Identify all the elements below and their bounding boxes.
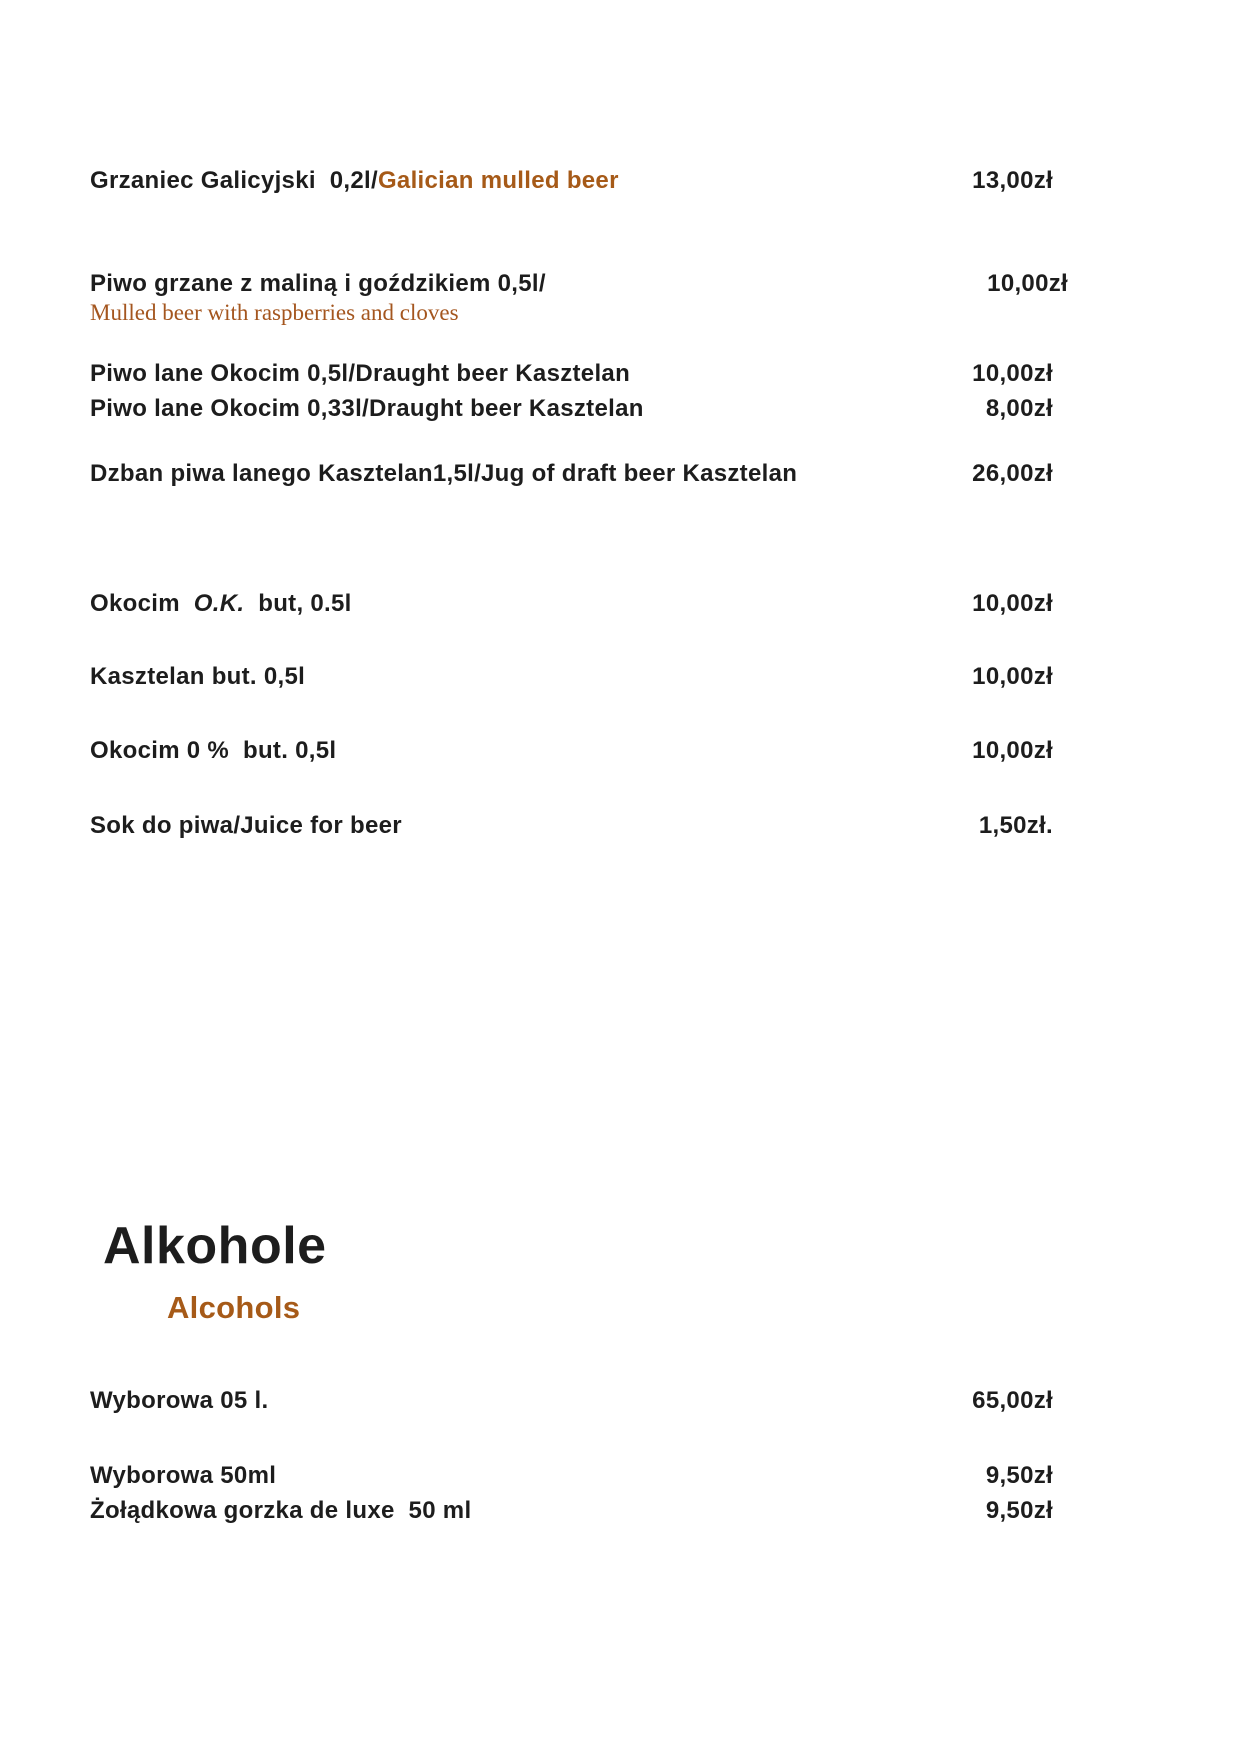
item-name: Kasztelan but. 0,5l [90, 663, 306, 690]
item-name-part: Okocim [90, 590, 194, 617]
menu-item-row [90, 586, 1053, 621]
item-price: 13,00zł [972, 167, 1053, 194]
item-name: Sok do piwa/Juice for beer [90, 812, 402, 839]
menu-item-row [90, 456, 1053, 491]
item-name-pl: Grzaniec Galicyjski 0,2l/ [90, 167, 378, 194]
item-price: 10,00zł [972, 360, 1053, 387]
item-price: 1,50zł. [978, 812, 1053, 839]
item-name: Piwo lane Okocim 0,5l/Draught beer Kasztelan [90, 360, 631, 387]
menu-item-row [90, 163, 1053, 198]
section-subtitle-alcohols: Alcohols [167, 1290, 301, 1325]
menu-item-row [90, 356, 1053, 391]
item-price: 8,00zł [985, 395, 1053, 422]
item-name: Piwo lane Okocim 0,33l/Draught beer Kasztelan [90, 395, 644, 422]
item-name-en: Galician mulled beer [377, 167, 619, 194]
item-name: Wyborowa 50ml [90, 1462, 277, 1489]
item-price: 10,00zł [972, 590, 1053, 617]
item-price: 9,50zł [985, 1462, 1053, 1489]
item-price: 26,00zł [972, 460, 1053, 487]
item-price: 9,50zł [985, 1497, 1053, 1524]
item-name [90, 163, 619, 198]
item-name: Wyborowa 05 l. [90, 1387, 269, 1414]
menu-item-row [90, 808, 1053, 843]
menu-item-row [90, 391, 1053, 426]
item-price: 10,00zł [972, 663, 1053, 690]
item-price: 65,00zł [972, 1387, 1053, 1414]
item-name [90, 586, 352, 621]
menu-item-row [90, 659, 1053, 694]
item-name-part-italic: O.K. [193, 590, 245, 617]
item-description-en: Mulled beer with raspberries and cloves [90, 300, 459, 325]
item-name: Dzban piwa lanego Kasztelan1,5l/Jug of draft beer Kasztelan [90, 460, 798, 487]
menu-item-row [90, 1458, 1053, 1493]
item-price: 10,00zł [972, 737, 1053, 764]
item-name: Żołądkowa gorzka de luxe 50 ml [90, 1497, 472, 1524]
item-name-part: but, 0.5l [244, 590, 352, 617]
menu-item-row [90, 733, 1053, 768]
section-title-alkohole: Alkohole [103, 1217, 327, 1275]
item-name: Piwo grzane z maliną i goździkiem 0,5l/ [90, 270, 546, 297]
item-name: Okocim 0 % but. 0,5l [90, 737, 337, 764]
item-price: 10,00zł [987, 270, 1068, 297]
menu-item-row [90, 266, 1068, 301]
menu-item-row [90, 1493, 1053, 1528]
menu-item-row [90, 1383, 1053, 1418]
